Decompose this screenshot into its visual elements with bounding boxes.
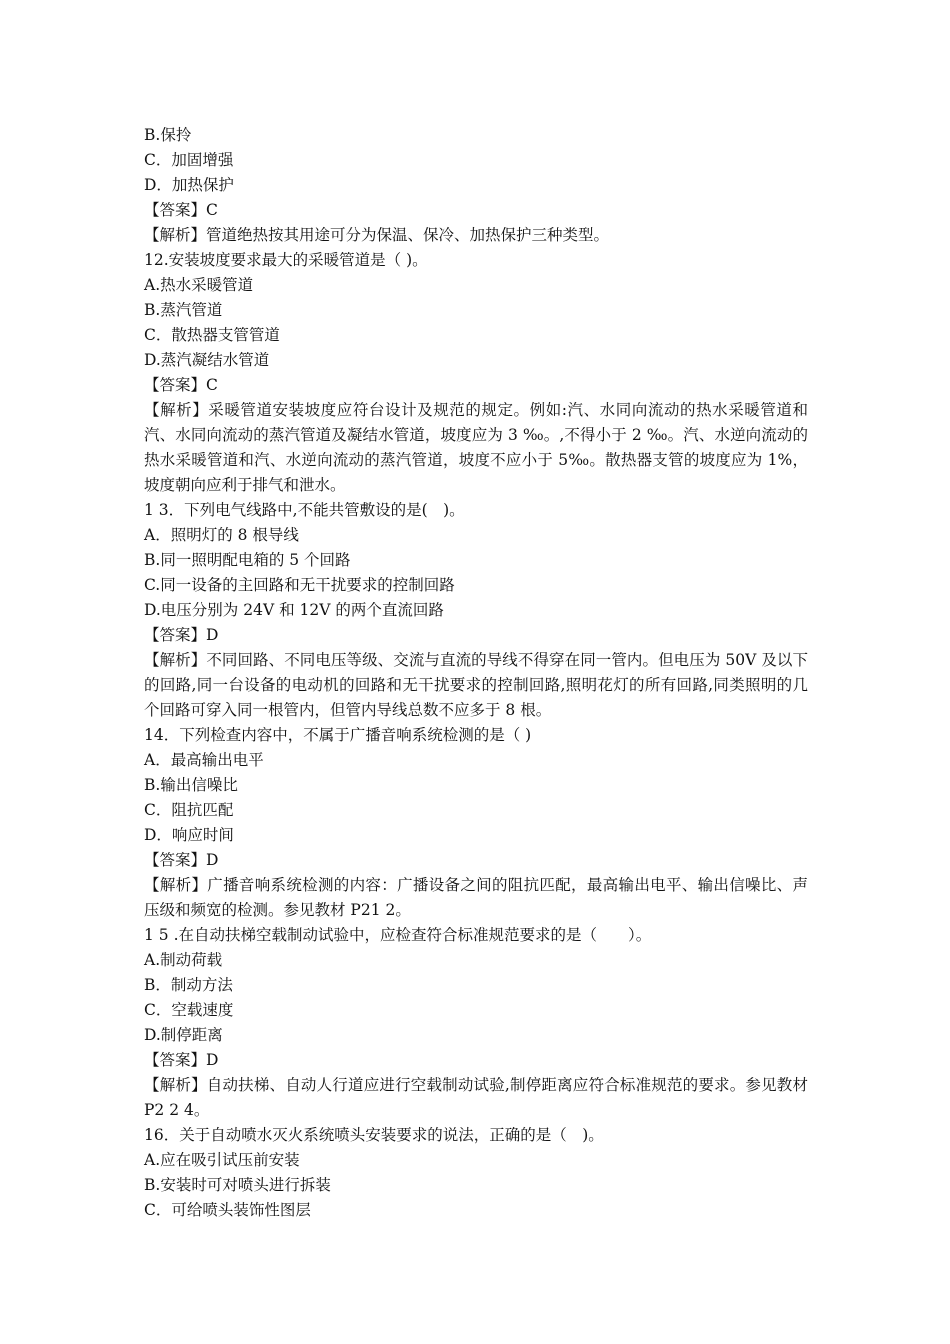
- text-line: A.制动荷载: [144, 951, 223, 969]
- text-line: C．加固增强: [144, 151, 234, 169]
- text-line: 【解析】管道绝热按其用途可分为保温、保冷、加热保护三种类型。: [144, 226, 610, 244]
- text-line: 1 3．下列电气线路中,不能共管敷设的是( )。: [144, 501, 465, 519]
- text-line: 【答案】D: [144, 851, 219, 869]
- text-line: 【答案】C: [144, 376, 218, 394]
- text-line: A．最高输出电平: [144, 751, 264, 769]
- text-line: 【答案】C: [144, 201, 218, 219]
- text-line: C．可给喷头装饰性图层: [144, 1201, 311, 1219]
- text-line: D．响应时间: [144, 826, 234, 844]
- text-line: 14．下列检查内容中，不属于广播音响系统检测的是（ ): [144, 726, 532, 744]
- text-line: B.输出信噪比: [144, 776, 238, 794]
- explanation-paragraph: 【解析】采暖管道安装坡度应符台设计及规范的规定。例如:汽、水同向流动的热水采暖管道和汽、水同向流动的蒸汽管道及凝结水管道，坡度应为 3 ‰。,不得小于 2 ‰。汽、水逆向流动的热水采暖管道和汽、水逆向流动的蒸汽管道，坡度不应小于 5‰。散热器支管的坡度应为 1%，坡度朝向应利于排气和泄水。: [144, 401, 808, 494]
- explanation-paragraph: 【解析】广播音响系统检测的内容：广播设备之间的阻抗匹配，最高输出电平、输出信噪比、声压级和频宽的检测。参见教材 P21 2。: [144, 876, 808, 919]
- text-line: D.蒸汽凝结水管道: [144, 351, 270, 369]
- text-line: 12.安装坡度要求最大的采暖管道是（ )。: [144, 251, 428, 269]
- text-line: 1 5 .在自动扶梯空载制动试验中，应检查符合标准规范要求的是（ ）。: [144, 926, 652, 944]
- text-line: B．制动方法: [144, 976, 233, 994]
- text-line: A.应在吸引试压前安装: [144, 1151, 300, 1169]
- text-line: D．加热保护: [144, 176, 234, 194]
- explanation-paragraph: 【解析】不同回路、不同电压等级、交流与直流的导线不得穿在同一管内。但电压为 50V 及以下的回路,同一台设备的电动机的回路和无干扰要求的控制回路,照明花灯的所有回路,同类照明的几个回路可穿入同一根管内，但管内导线总数不应多于 8 根。: [144, 651, 808, 719]
- text-line: D.电压分别为 24V 和 12V 的两个直流回路: [144, 601, 444, 619]
- text-line: C．阻抗匹配: [144, 801, 234, 819]
- text-line: 【答案】D: [144, 626, 219, 644]
- text-line: 16．关于自动喷水灭火系统喷头安装要求的说法，正确的是（ )。: [144, 1126, 604, 1144]
- text-line: D.制停距离: [144, 1026, 223, 1044]
- text-line: B.保拎: [144, 126, 192, 144]
- text-line: C．空载速度: [144, 1001, 234, 1019]
- document-page: [144, 123, 808, 1223]
- text-line: B.蒸汽管道: [144, 301, 223, 319]
- text-line: B.安装时可对喷头进行拆装: [144, 1176, 331, 1194]
- text-line: A.热水采暖管道: [144, 276, 254, 294]
- text-line: 【答案】D: [144, 1051, 219, 1069]
- explanation-paragraph: 【解析】自动扶梯、自动人行道应进行空载制动试验,制停距离应符合标准规范的要求。参见教材 P2 2 4。: [144, 1076, 808, 1119]
- text-line: C．散热器支管管道: [144, 326, 280, 344]
- text-line: A．照明灯的 8 根导线: [144, 526, 299, 544]
- text-line: C.同一设备的主回路和无干扰要求的控制回路: [144, 576, 455, 594]
- text-line: B.同一照明配电箱的 5 个回路: [144, 551, 351, 569]
